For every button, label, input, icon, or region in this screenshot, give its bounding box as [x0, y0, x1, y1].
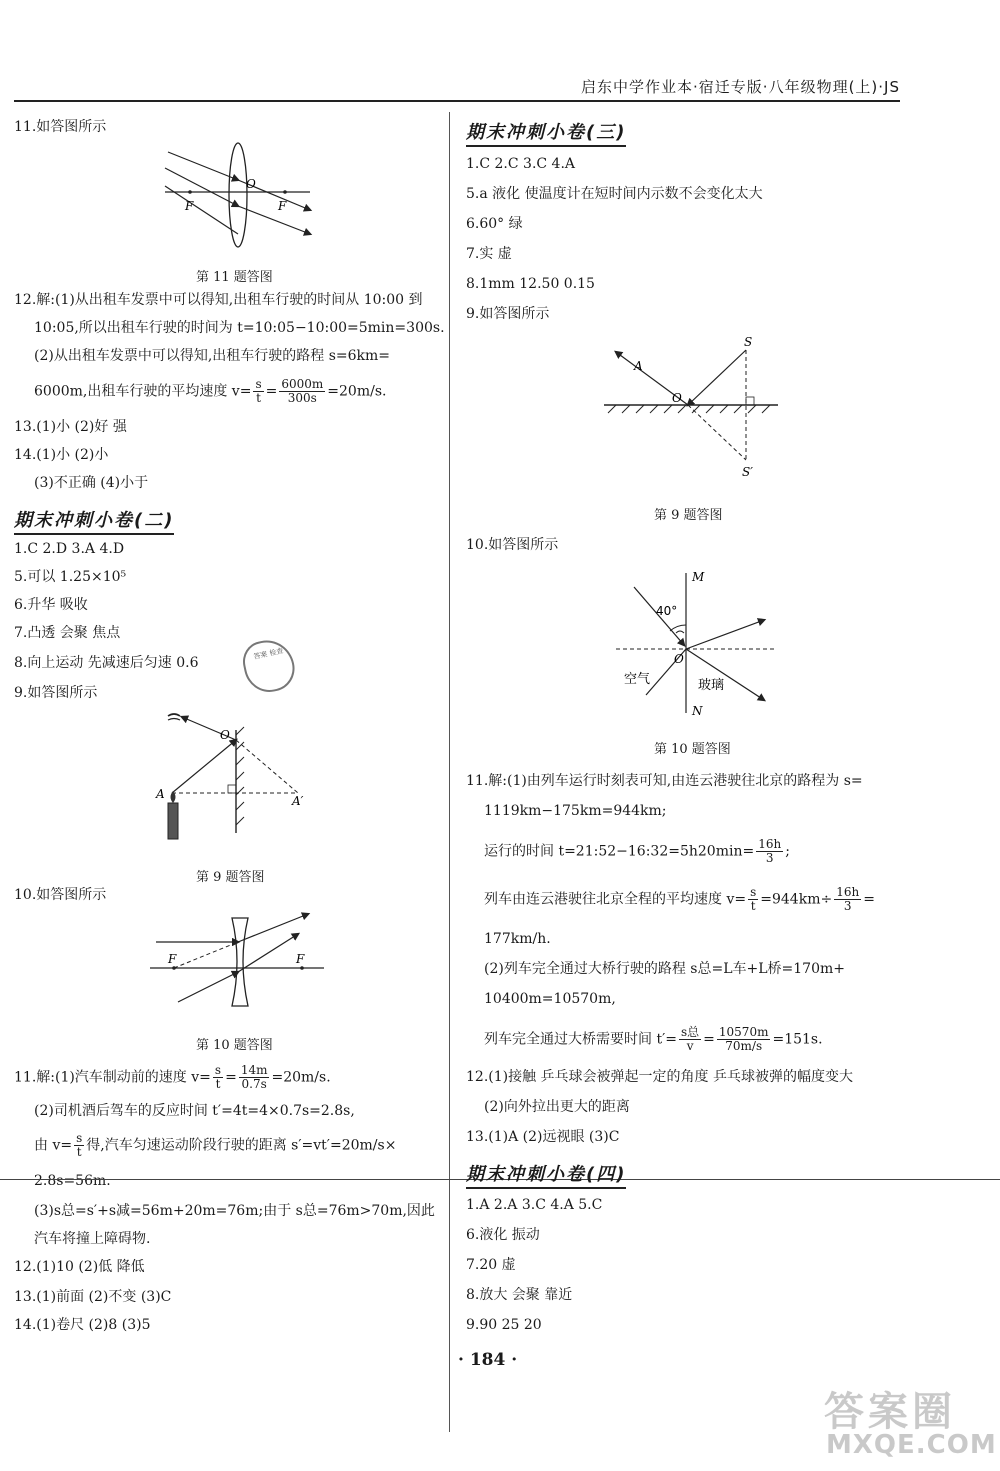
header-rule	[14, 100, 900, 102]
figure-s2-q9-plane-mirror	[150, 705, 320, 845]
s4-q8: 8.放大 会聚 靠近	[466, 1287, 573, 1303]
figure-s3-q9-reflection	[596, 330, 786, 490]
s2-q5: 5.可以 1.25×10⁵	[14, 569, 127, 585]
s3-q13: 13.(1)A (2)远视眼 (3)C	[466, 1129, 620, 1145]
fig10l-label-f2: F	[296, 952, 305, 966]
s2-q13: 13.(1)前面 (2)不变 (3)C	[14, 1289, 172, 1305]
s2-q11-line1: 11.解:(1)汽车制动前的速度 v= $\frac{s}{t}$ = $\frac{14m}{0.7s}$ =20m/s.	[14, 1063, 331, 1091]
s3-q8: 8.1mm 12.50 0.15	[466, 276, 595, 292]
s2-q11-line2: (2)司机酒后驾车的反应时间 t′=4t=4×0.7s=2.8s,	[34, 1103, 355, 1119]
s4-q9: 9.90 25 20	[466, 1317, 542, 1333]
s2-q11-line4: 2.8s=56m.	[34, 1173, 111, 1189]
s4-q6: 6.液化 振动	[466, 1227, 540, 1243]
s3-q12-a: 12.(1)接触 乒乓球会被弹起一定的角度 乒乓球被弹的幅度变大	[466, 1069, 853, 1085]
s3-q6: 6.60° 绿	[466, 216, 523, 232]
s3-fig9-caption: 第 9 题答图	[654, 508, 723, 523]
s2-q12: 12.(1)10 (2)低 降低	[14, 1259, 145, 1275]
s3-q5: 5.a 液化 使温度计在短时间内示数不会变化太大	[466, 186, 763, 202]
fig10r-label-n: N	[692, 704, 703, 718]
fig10l-label-f1: F	[168, 952, 177, 966]
s3-q11-l1: 11.解:(1)由列车运行时刻表可知,由连云港驶往北京的路程为 s=	[466, 773, 863, 789]
figure-s3-q10-refraction	[614, 565, 784, 720]
s2-q8: 8.向上运动 先减速后匀速 0.6	[14, 655, 199, 671]
s2-q7: 7.凸透 会聚 焦点	[14, 625, 121, 641]
watermark-logo: 答案圈 MXQE.COM	[824, 1389, 997, 1460]
fig9r-label-s2: S′	[742, 465, 753, 479]
fig10r-label-angle: 40°	[656, 604, 678, 618]
page-header: 启东中学作业本·宿迁专版·八年级物理(上)·JS	[581, 78, 900, 96]
s2-q11-line3: 由 v= $\frac{s}{t}$ 得,汽车匀速运动阶段行驶的距离 s′=vt′=20m/s×	[34, 1131, 397, 1159]
q12-line3: (2)从出租车发票中可以得知,出租车行驶的路程 s=6km=	[34, 348, 391, 364]
q12-line4: 6000m,出租车行驶的平均速度 v= $\frac{s}{t}$ = $\frac{6000m}{300s}$ =20m/s.	[34, 377, 387, 405]
s2-fig9-caption: 第 9 题答图	[196, 870, 265, 885]
fig9r-label-o: O	[672, 391, 682, 405]
s3-fig10-caption: 第 10 题答图	[654, 742, 731, 757]
fig9l-label-o: O	[220, 728, 230, 742]
fig10r-label-o: O	[674, 652, 684, 666]
q14-b: (3)不正确 (4)小于	[34, 475, 149, 491]
q12-line1: 12.解:(1)从出租车发票中可以得知,出租车行驶的时间从 10:00 到	[14, 292, 423, 308]
s3-q9: 9.如答图所示	[466, 306, 550, 322]
s3-q11-l2: 1119km−175km=944km;	[484, 803, 667, 819]
section-title-4: 期末冲刺小卷(四)	[466, 1160, 626, 1189]
fig10r-label-m: M	[692, 570, 705, 584]
s3-q11-l4: 列车由连云港驶往北京全程的平均速度 v= $\frac{s}{t}$ =944km÷ $\frac{16h}{3}$ =	[484, 885, 875, 913]
s2-q11-line6: 汽车将撞上障碍物.	[34, 1231, 151, 1247]
s4-q1: 1.A 2.A 3.C 4.A 5.C	[466, 1197, 603, 1213]
fraction-s-over-t: $\frac{s}{t}$	[255, 377, 262, 405]
s3-q11-l7: 10400m=10570m,	[484, 991, 616, 1007]
figure-s2-q10-concave-lens	[148, 906, 328, 1016]
s3-q1: 1.C 2.C 3.C 4.A	[466, 156, 576, 172]
fig11-label-f2: F	[278, 199, 287, 213]
s3-q11-l3: 运行的时间 t=21:52−16:32=5h20min= $\frac{16h}{3}$ ;	[484, 837, 790, 865]
fig10r-label-glass: 玻璃	[698, 678, 725, 693]
s3-q10: 10.如答图所示	[466, 537, 559, 553]
s2-q6: 6.升华 吸收	[14, 597, 88, 613]
s4-q7: 7.20 虚	[466, 1257, 516, 1273]
stamp-mark: 答案 检查	[239, 635, 299, 696]
s2-q10: 10.如答图所示	[14, 887, 107, 903]
fig9l-label-a: A	[156, 787, 165, 801]
column-divider	[449, 112, 450, 1432]
fig11-label-f1: F	[185, 199, 194, 213]
fig11-label-o: O	[246, 177, 256, 191]
s3-q12-b: (2)向外拉出更大的距离	[484, 1099, 630, 1115]
s3-q11-l6: (2)列车完全通过大桥行驶的路程 s总=L车+L桥=170m+	[484, 961, 845, 977]
fig11-caption: 第 11 题答图	[196, 270, 273, 285]
q11-intro: 11.如答图所示	[14, 119, 107, 135]
q13: 13.(1)小 (2)好 强	[14, 419, 127, 435]
s3-q11-l5: 177km/h.	[484, 931, 551, 947]
s3-q11-l8: 列车完全通过大桥需要时间 t′= $\frac{\text{s总}}{v}$ = $\frac{10570m}{70m/s}$ =151s.	[484, 1025, 823, 1053]
q12-line2: 10:05,所以出租车行驶的时间为 t=10:05−10:00=5min=300s.	[34, 320, 445, 336]
figure-q11-convex-lens	[160, 140, 320, 250]
fig10r-label-air: 空气	[624, 672, 651, 687]
s3-q7: 7.实 虚	[466, 246, 512, 262]
s2-q14: 14.(1)卷尺 (2)8 (3)5	[14, 1317, 151, 1333]
fig9r-label-s: S	[744, 335, 753, 349]
fig9r-label-a: A	[634, 359, 643, 373]
fraction-6000m-over-300s: $\frac{6000m}{300s}$	[281, 377, 324, 405]
section-title-2: 期末冲刺小卷(二)	[14, 506, 174, 535]
q14-a: 14.(1)小 (2)小	[14, 447, 109, 463]
s2-fig10-caption: 第 10 题答图	[196, 1038, 273, 1053]
s2-q11-line5: (3)s总=s′+s减=56m+20m=76m;由于 s总=76m>70m,因此	[34, 1203, 435, 1219]
s2-q1: 1.C 2.D 3.A 4.D	[14, 541, 125, 557]
page-number: · 184 ·	[458, 1350, 518, 1370]
section-title-3: 期末冲刺小卷(三)	[466, 118, 626, 147]
s2-q9: 9.如答图所示	[14, 685, 98, 701]
fig9l-label-a2: A′	[292, 794, 304, 808]
